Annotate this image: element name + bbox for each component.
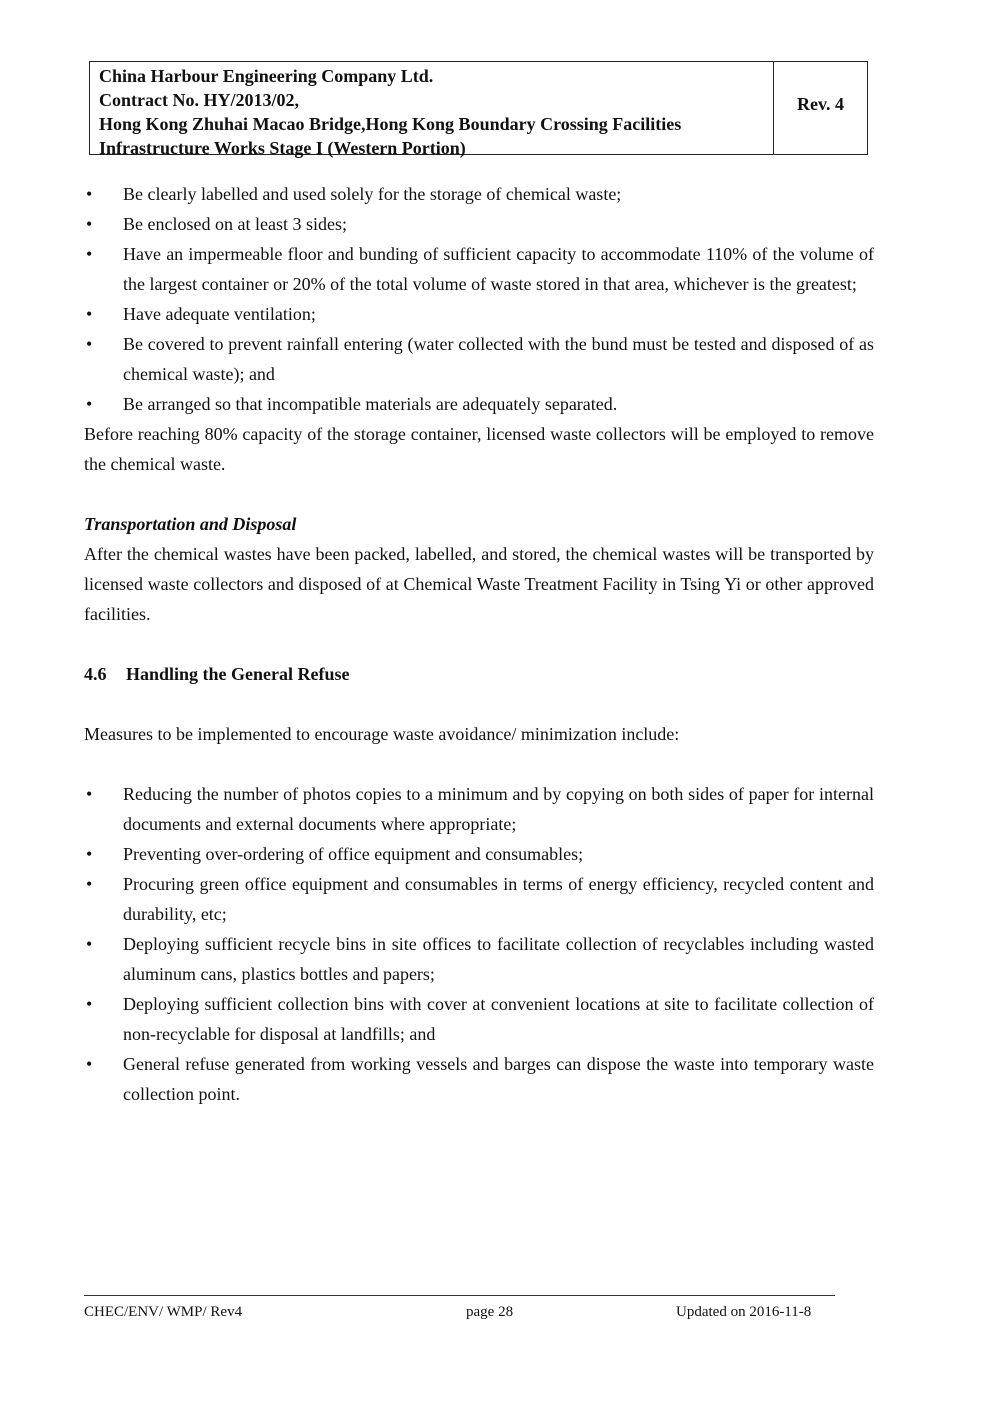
document-header [89, 61, 868, 158]
header-revision: Rev. 4 [797, 93, 844, 114]
header-works: Infrastructure Works Stage I (Western Portion) [99, 138, 466, 158]
footer-divider [84, 1295, 835, 1296]
list-item: • General refuse generated from working vessels and barges can dispose the waste into temporary waste collection point. [84, 1049, 874, 1109]
list-item: • Procuring green office equipment and consumables in terms of energy efficiency, recycled content and durability, etc; [84, 869, 874, 929]
waste-minimization-list [84, 779, 874, 1109]
storage-paragraph: Before reaching 80% capacity of the storage container, licensed waste collectors will be employed to remove the chemical waste. [84, 424, 874, 474]
transport-paragraph: After the chemical wastes have been packed, labelled, and stored, the chemical wastes will be transported by licensed waste collectors and disposed of at Chemical Waste Treatment Facility in Tsing Yi or other approved facilities. [84, 544, 874, 624]
footer-doc-ref: CHEC/ENV/ WMP/ Rev4 [84, 1304, 243, 1320]
footer-updated-date: Updated on 2016-11-8 [676, 1304, 812, 1320]
transport-heading: Transportation and Disposal [84, 514, 297, 534]
section-title: Handling the General Refuse [126, 664, 350, 684]
list-item: • Have an impermeable floor and bunding of sufficient capacity to accommodate 110% of the volume of the largest container or 20% of the total volume of waste stored in that area, whichever is the greatest; [84, 239, 874, 299]
header-project: Hong Kong Zhuhai Macao Bridge,Hong Kong Boundary Crossing Facilities [99, 114, 682, 134]
list-item: • Be clearly labelled and used solely for the storage of chemical waste; [84, 179, 874, 209]
section-heading [84, 659, 874, 689]
list-item: • Preventing over-ordering of office equipment and consumables; [84, 839, 874, 869]
list-item: • Be enclosed on at least 3 sides; [84, 209, 874, 239]
header-company: China Harbour Engineering Company Ltd. [99, 66, 434, 86]
page-body [84, 179, 874, 1109]
list-item: • Deploying sufficient recycle bins in site offices to facilitate collection of recyclables including wasted aluminum cans, plastics bottles and papers; [84, 929, 874, 989]
list-item: • Be covered to prevent rainfall entering (water collected with the bund must be tested and disposed of as chemical waste); and [84, 329, 874, 389]
header-contract: Contract No. HY/2013/02, [99, 90, 299, 110]
list-item: • Have adequate ventilation; [84, 299, 874, 329]
footer-page-number: page 28 [466, 1304, 514, 1320]
section-number: 4.6 [84, 664, 107, 684]
list-item: • Be arranged so that incompatible materials are adequately separated. [84, 389, 874, 419]
storage-requirements-list [84, 179, 874, 419]
list-item: • Deploying sufficient collection bins with cover at convenient locations at site to facilitate collection of non-recyclable for disposal at landfills; and [84, 989, 874, 1049]
section-intro: Measures to be implemented to encourage waste avoidance/ minimization include: [84, 724, 680, 744]
list-item: • Reducing the number of photos copies to a minimum and by copying on both sides of paper for internal documents and external documents where appropriate; [84, 779, 874, 839]
header-title-block [90, 62, 774, 158]
